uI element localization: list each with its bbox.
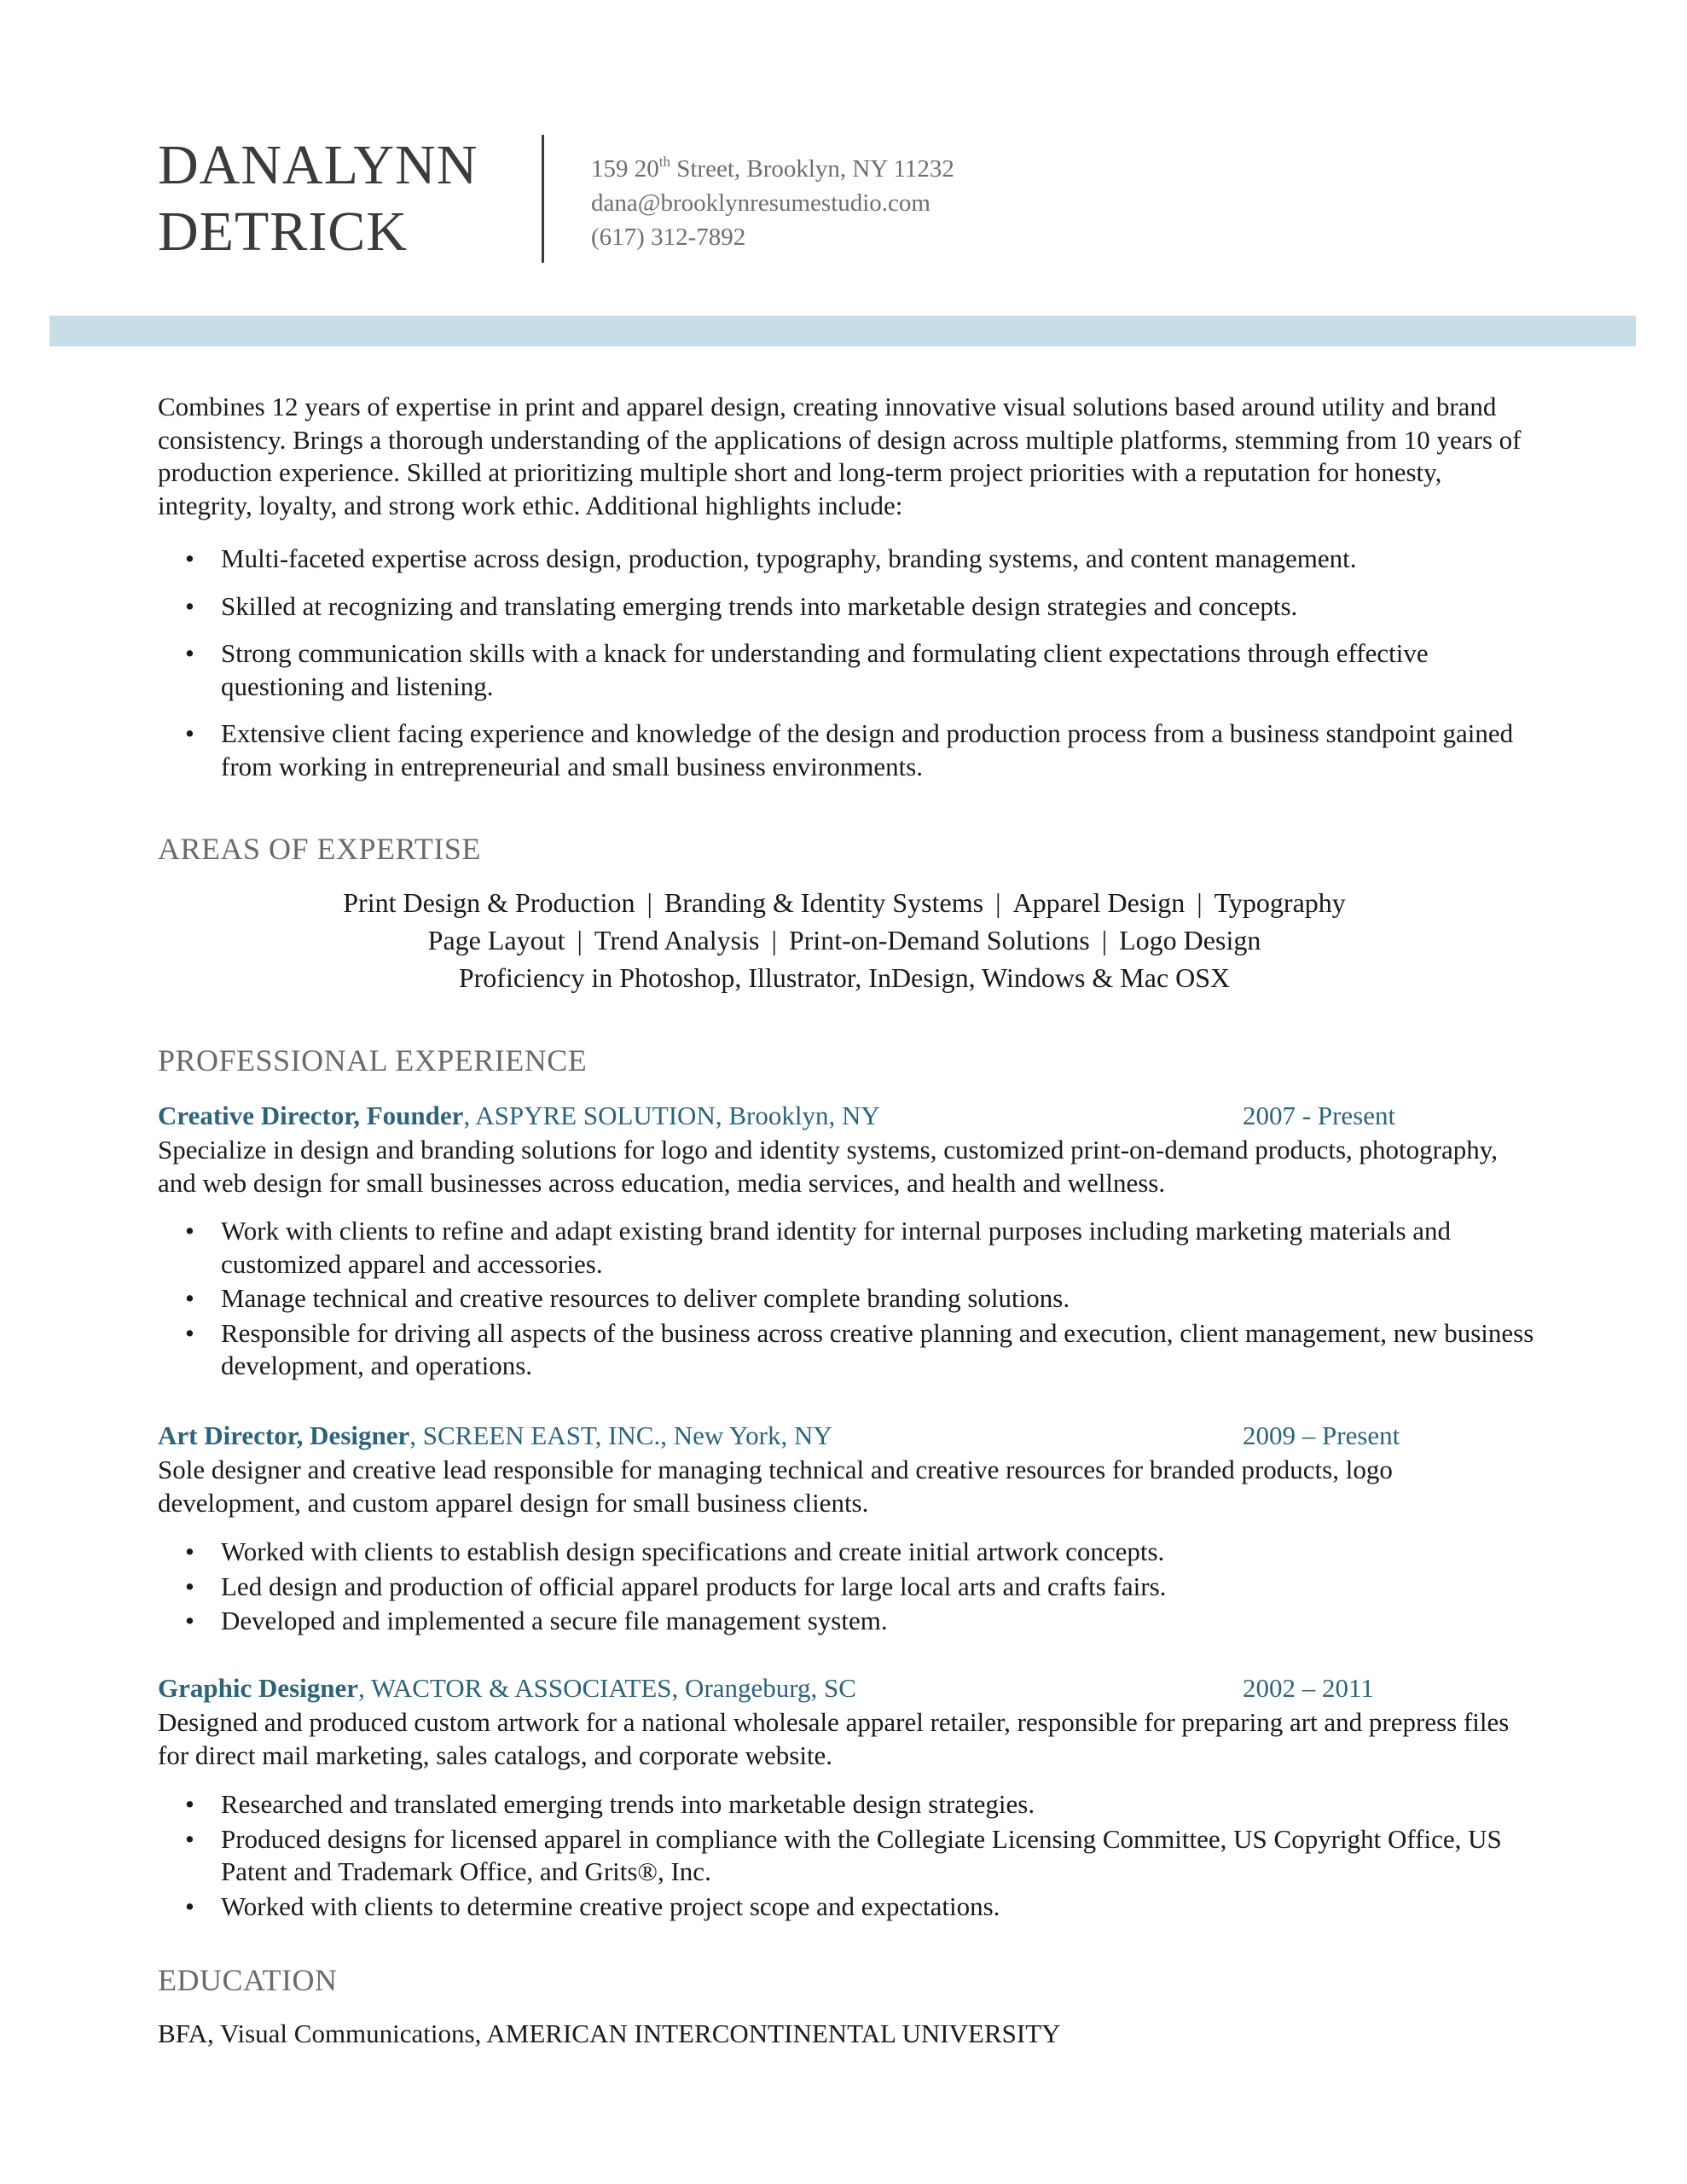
list-item: • Worked with clients to determine creative project scope and expectations. — [158, 1891, 1539, 1924]
job-role: Art Director, Designer — [158, 1420, 410, 1450]
bullet-icon: • — [185, 1606, 194, 1635]
expertise-list — [158, 884, 1531, 996]
list-item: • Researched and translated emerging trends into marketable design strategies. — [158, 1788, 1539, 1821]
address-suffix: th — [658, 154, 670, 170]
highlights-list — [158, 543, 1539, 798]
email: dana@brooklynresumestudio.com — [591, 189, 930, 217]
list-item: • Developed and implemented a secure file management system. — [158, 1605, 1539, 1638]
header-band — [49, 316, 1636, 346]
job-heading — [158, 1671, 1539, 1705]
address-number: 159 20 — [591, 155, 659, 183]
list-item: • Extensive client facing experience and knowledge of the design and production process from a business standpoint gained from working in entrepreneurial and small business environments. — [185, 718, 1514, 781]
section-title-expertise: AREAS OF EXPERTISE — [158, 832, 481, 866]
address — [591, 152, 954, 186]
bullet-icon: • — [185, 543, 194, 573]
bullet-icon: • — [185, 590, 194, 621]
job-company: , ASPYRE SOLUTION, Brooklyn, NY — [463, 1101, 880, 1130]
summary-paragraph: Combines 12 years of expertise in print and apparel design, creating innovative visual solutions based around utility and brand consistency. Brings a thorough understanding of the applications of design across multiple platforms, stemming from 10 years of production experience. Skilled at prioritizing multiple short and long-term project priorities with a reputation for honesty, integrity, loyalty, and strong work ethic. Additional highlights include: — [158, 392, 1522, 520]
education-entry: BFA, Visual Communications, AMERICAN INTERCONTINENTAL UNIVERSITY — [158, 2018, 1061, 2048]
job-description: Sole designer and creative lead responsible for managing technical and creative resources for branded products, logo development, and custom apparel design for small business clients. — [158, 1455, 1393, 1518]
job-company: , SCREEN EAST, INC., New York, NY — [409, 1420, 832, 1450]
job-bullets — [158, 1788, 1539, 1925]
expertise-line: Print Design & Production | Branding & Identity Systems | Apparel Design | Typography — [343, 887, 1346, 918]
list-item: • Skilled at recognizing and translating emerging trends into marketable design strategies and concepts. — [158, 590, 1539, 624]
bullet-icon: • — [185, 1317, 194, 1348]
first-name: DANALYNN — [158, 134, 478, 196]
job-role: Creative Director, Founder — [158, 1101, 464, 1130]
expertise-line: Page Layout | Trend Analysis | Print-on-Demand Solutions | Logo Design — [427, 925, 1261, 956]
phone: (617) 312-7892 — [591, 224, 746, 251]
section-title-experience: PROFESSIONAL EXPERIENCE — [158, 1043, 588, 1077]
bullet-icon: • — [185, 1536, 194, 1566]
list-item: • Multi-faceted expertise across design, production, typography, branding systems, and content management. — [158, 543, 1539, 576]
list-item: • Strong communication skills with a knack for understanding and formulating client expectations through effective questioning and listening. — [185, 638, 1429, 701]
contact-block — [591, 152, 954, 254]
section-title-education: EDUCATION — [158, 1963, 338, 1997]
job-bullets — [158, 1536, 1539, 1640]
list-item: • Worked with clients to establish design specifications and create initial artwork concepts. — [158, 1536, 1539, 1569]
list-item: • Produced designs for licensed apparel in compliance with the Collegiate Licensing Committee, US Copyright Office, US Patent and Trademark Office, and Grits®, Inc. — [185, 1823, 1502, 1886]
header-divider — [542, 135, 544, 263]
list-item: • Work with clients to refine and adapt existing brand identity for internal purposes including marketing materials and customized apparel and accessories. — [185, 1216, 1452, 1279]
job-dates: 2007 - Present — [1243, 1101, 1396, 1130]
job-description: Designed and produced custom artwork for a national wholesale apparel retailer, responsible for preparing art and prepress files for direct mail marketing, sales catalogs, and corporate website. — [158, 1707, 1510, 1770]
bullet-icon: • — [185, 1823, 194, 1854]
last-name: DETRICK — [158, 200, 408, 263]
job-heading — [158, 1099, 1539, 1133]
bullet-icon: • — [185, 718, 194, 748]
bullet-icon: • — [185, 1789, 194, 1819]
expertise-line: Proficiency in Photoshop, Illustrator, InDesign, Windows & Mac OSX — [458, 962, 1231, 993]
list-item: • Manage technical and creative resources to deliver complete branding solutions. — [158, 1282, 1539, 1316]
job-heading — [158, 1419, 1539, 1453]
bullet-icon: • — [185, 1283, 194, 1313]
bullet-icon: • — [185, 1891, 194, 1921]
list-item: • Responsible for driving all aspects of the business across creative planning and execution, client management, new business development, and operations. — [185, 1317, 1534, 1380]
candidate-name — [158, 132, 478, 265]
job-company: , WACTOR & ASSOCIATES, Orangeburg, SC — [358, 1673, 856, 1703]
job-role: Graphic Designer — [158, 1673, 359, 1703]
list-item: • Led design and production of official apparel products for large local arts and crafts fairs. — [158, 1571, 1539, 1604]
bullet-icon: • — [185, 1571, 194, 1601]
job-dates: 2002 – 2011 — [1243, 1673, 1374, 1703]
job-dates: 2009 – Present — [1243, 1420, 1400, 1450]
bullet-icon: • — [185, 638, 194, 668]
job-description: Specialize in design and branding solutions for logo and identity systems, customized print-on-demand products, photography, and web design for small businesses across education, media services, and health and wellness. — [158, 1135, 1498, 1198]
bullet-icon: • — [185, 1216, 194, 1246]
job-bullets — [158, 1215, 1539, 1385]
address-rest: Street, Brooklyn, NY 11232 — [670, 155, 954, 183]
